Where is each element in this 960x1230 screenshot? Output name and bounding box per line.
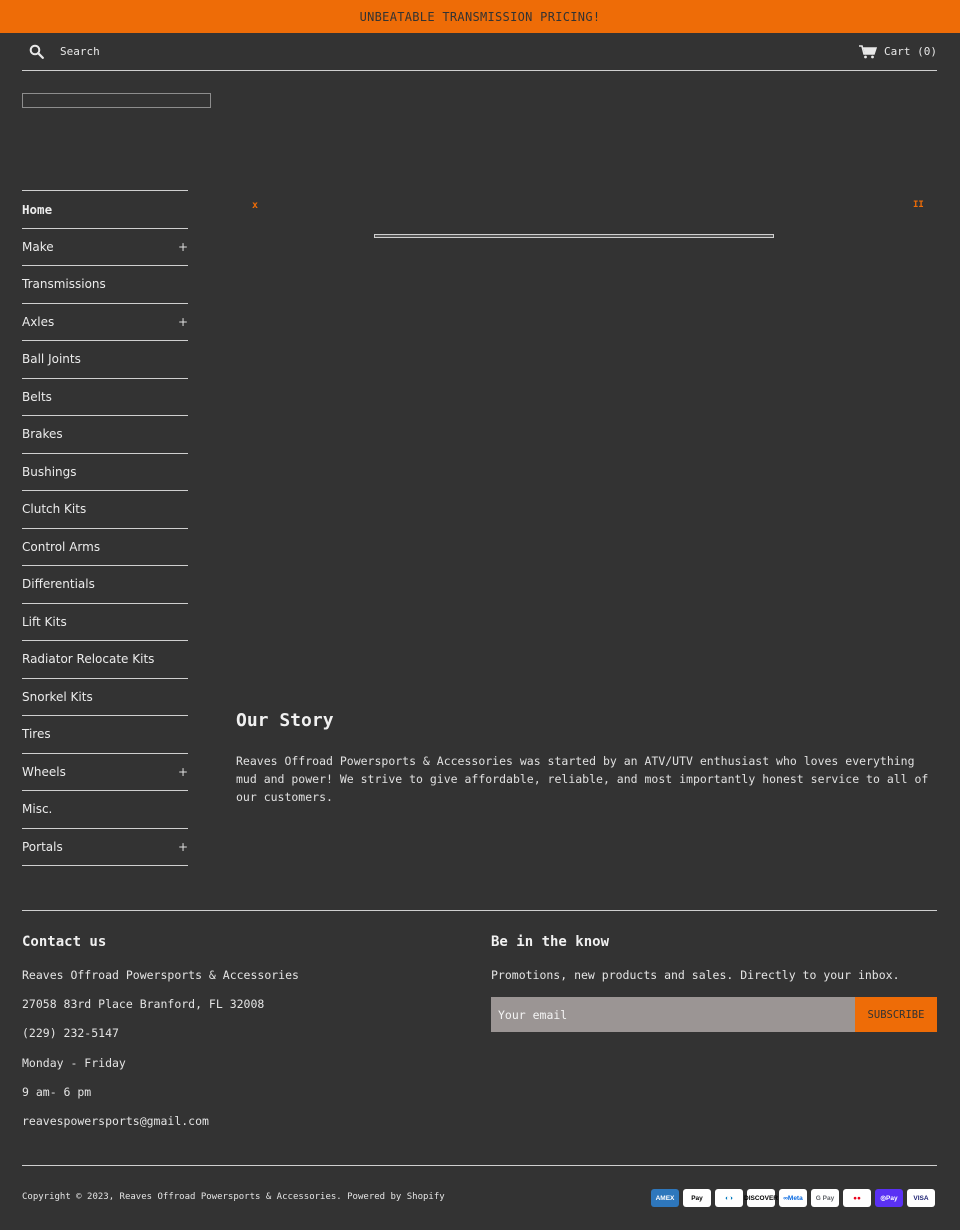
powered-by-link[interactable]: Powered by Shopify [347,1192,445,1202]
sidebar-item-label: Control Arms [22,539,101,554]
sidebar-item-portals[interactable] [22,829,188,867]
sidebar-item-control-arms[interactable] [22,529,188,567]
mastercard-icon: ●● [843,1189,871,1207]
meta-pay-icon: ∞Meta [779,1189,807,1207]
sidebar-item-label: Snorkel Kits [22,689,93,704]
site-header [22,33,937,71]
sidebar-item-label: Wheels [22,764,66,779]
cart-link[interactable] [859,45,937,59]
contact-title: Contact us [22,934,107,950]
apple-pay-icon: Pay [683,1189,711,1207]
story-title: Our Story [236,710,334,731]
newsletter-text: Promotions, new products and sales. Directly to your inbox. [491,968,900,982]
slideshow-prev-button[interactable]: x [252,200,259,211]
sidebar-item-snorkel-kits[interactable] [22,679,188,717]
sidebar-item-make[interactable] [22,229,188,267]
sidebar-item-label: Brakes [22,427,63,442]
contact-email: reavespowersports@gmail.com [22,1114,209,1128]
contact-hours: 9 am- 6 pm [22,1085,92,1099]
cart-label: Cart (0) [884,45,937,58]
sidebar-item-label: Portals [22,839,63,854]
sidebar-item-clutch-kits[interactable] [22,491,188,529]
contact-phone: (229) 232-5147 [22,1026,119,1040]
copyright-prefix: Copyright © 2023, [22,1192,115,1202]
sidebar-item-brakes[interactable] [22,416,188,454]
announcement-text: UNBEATABLE TRANSMISSION PRICING! [359,9,601,24]
sidebar-item-label: Make [22,239,54,254]
sidebar-item-belts[interactable] [22,379,188,417]
story-text: Reaves Offroad Powersports & Accessories was started by an ATV/UTV enthusiast who loves everything mud and power! We strive to give affordable, reliable, and most importantly honest service to all of our customers. [236,754,929,804]
contact-business-name: Reaves Offroad Powersports & Accessories [22,968,299,982]
site-logo[interactable] [22,93,211,108]
cart-icon [859,45,877,59]
google-pay-icon: G Pay [811,1189,839,1207]
sidebar-nav [22,190,188,866]
sidebar-item-misc[interactable] [22,791,188,829]
sidebar-item-label: Belts [22,389,52,404]
sidebar-item-radiator-relocate-kits[interactable] [22,641,188,679]
store-name-link[interactable]: Reaves Offroad Powersports & Accessories [119,1192,337,1202]
sidebar-item-lift-kits[interactable] [22,604,188,642]
sidebar-item-label: Home [22,201,53,217]
discover-icon: DISCOVER [747,1189,775,1207]
announcement-bar [0,0,960,33]
expand-plus-icon[interactable]: + [177,764,188,779]
slideshow-progress-bar [374,234,774,238]
expand-plus-icon[interactable]: + [177,239,188,254]
sidebar-item-label: Transmissions [22,277,106,292]
sidebar-item-transmissions[interactable] [22,266,188,304]
sidebar-item-label: Misc. [22,802,53,817]
sidebar-item-label: Bushings [22,464,77,479]
sidebar-item-axles[interactable] [22,304,188,342]
contact-days: Monday - Friday [22,1056,126,1070]
sidebar-item-wheels[interactable] [22,754,188,792]
sidebar-item-label: Ball Joints [22,352,81,367]
visa-icon: VISA [907,1189,935,1207]
sidebar-item-label: Tires [22,727,51,742]
slideshow-pause-button[interactable]: II [913,200,924,210]
copyright: Copyright © 2023, Reaves Offroad Powersports & Accessories. Powered by Shopify [22,1192,445,1202]
newsletter-title: Be in the know [491,934,610,950]
sidebar-item-label: Radiator Relocate Kits [22,652,155,667]
shop-pay-icon: ◎Pay [875,1189,903,1207]
footer-bottom-divider [22,1165,937,1166]
sidebar-item-tires[interactable] [22,716,188,754]
amex-icon: AMEX [651,1189,679,1207]
sidebar-item-label: Clutch Kits [22,502,87,517]
sidebar-item-ball-joints[interactable] [22,341,188,379]
subscribe-button[interactable]: SUBSCRIBE [855,997,937,1032]
search-icon[interactable] [26,42,46,62]
sidebar-item-label: Lift Kits [22,614,67,629]
sidebar-item-home[interactable] [22,191,188,229]
sidebar-item-label: Differentials [22,577,95,592]
payment-icons [651,1189,935,1207]
newsletter-email-input[interactable] [491,997,855,1032]
sidebar-item-differentials[interactable] [22,566,188,604]
sidebar-item-bushings[interactable] [22,454,188,492]
contact-address: 27058 83rd Place Branford, FL 32008 [22,997,265,1011]
expand-plus-icon[interactable]: + [177,839,188,854]
footer-divider [22,910,937,911]
search-input[interactable] [60,45,260,58]
expand-plus-icon[interactable]: + [177,314,188,329]
sidebar-item-label: Axles [22,314,55,329]
diners-club-icon: ◐◑ [715,1189,743,1207]
